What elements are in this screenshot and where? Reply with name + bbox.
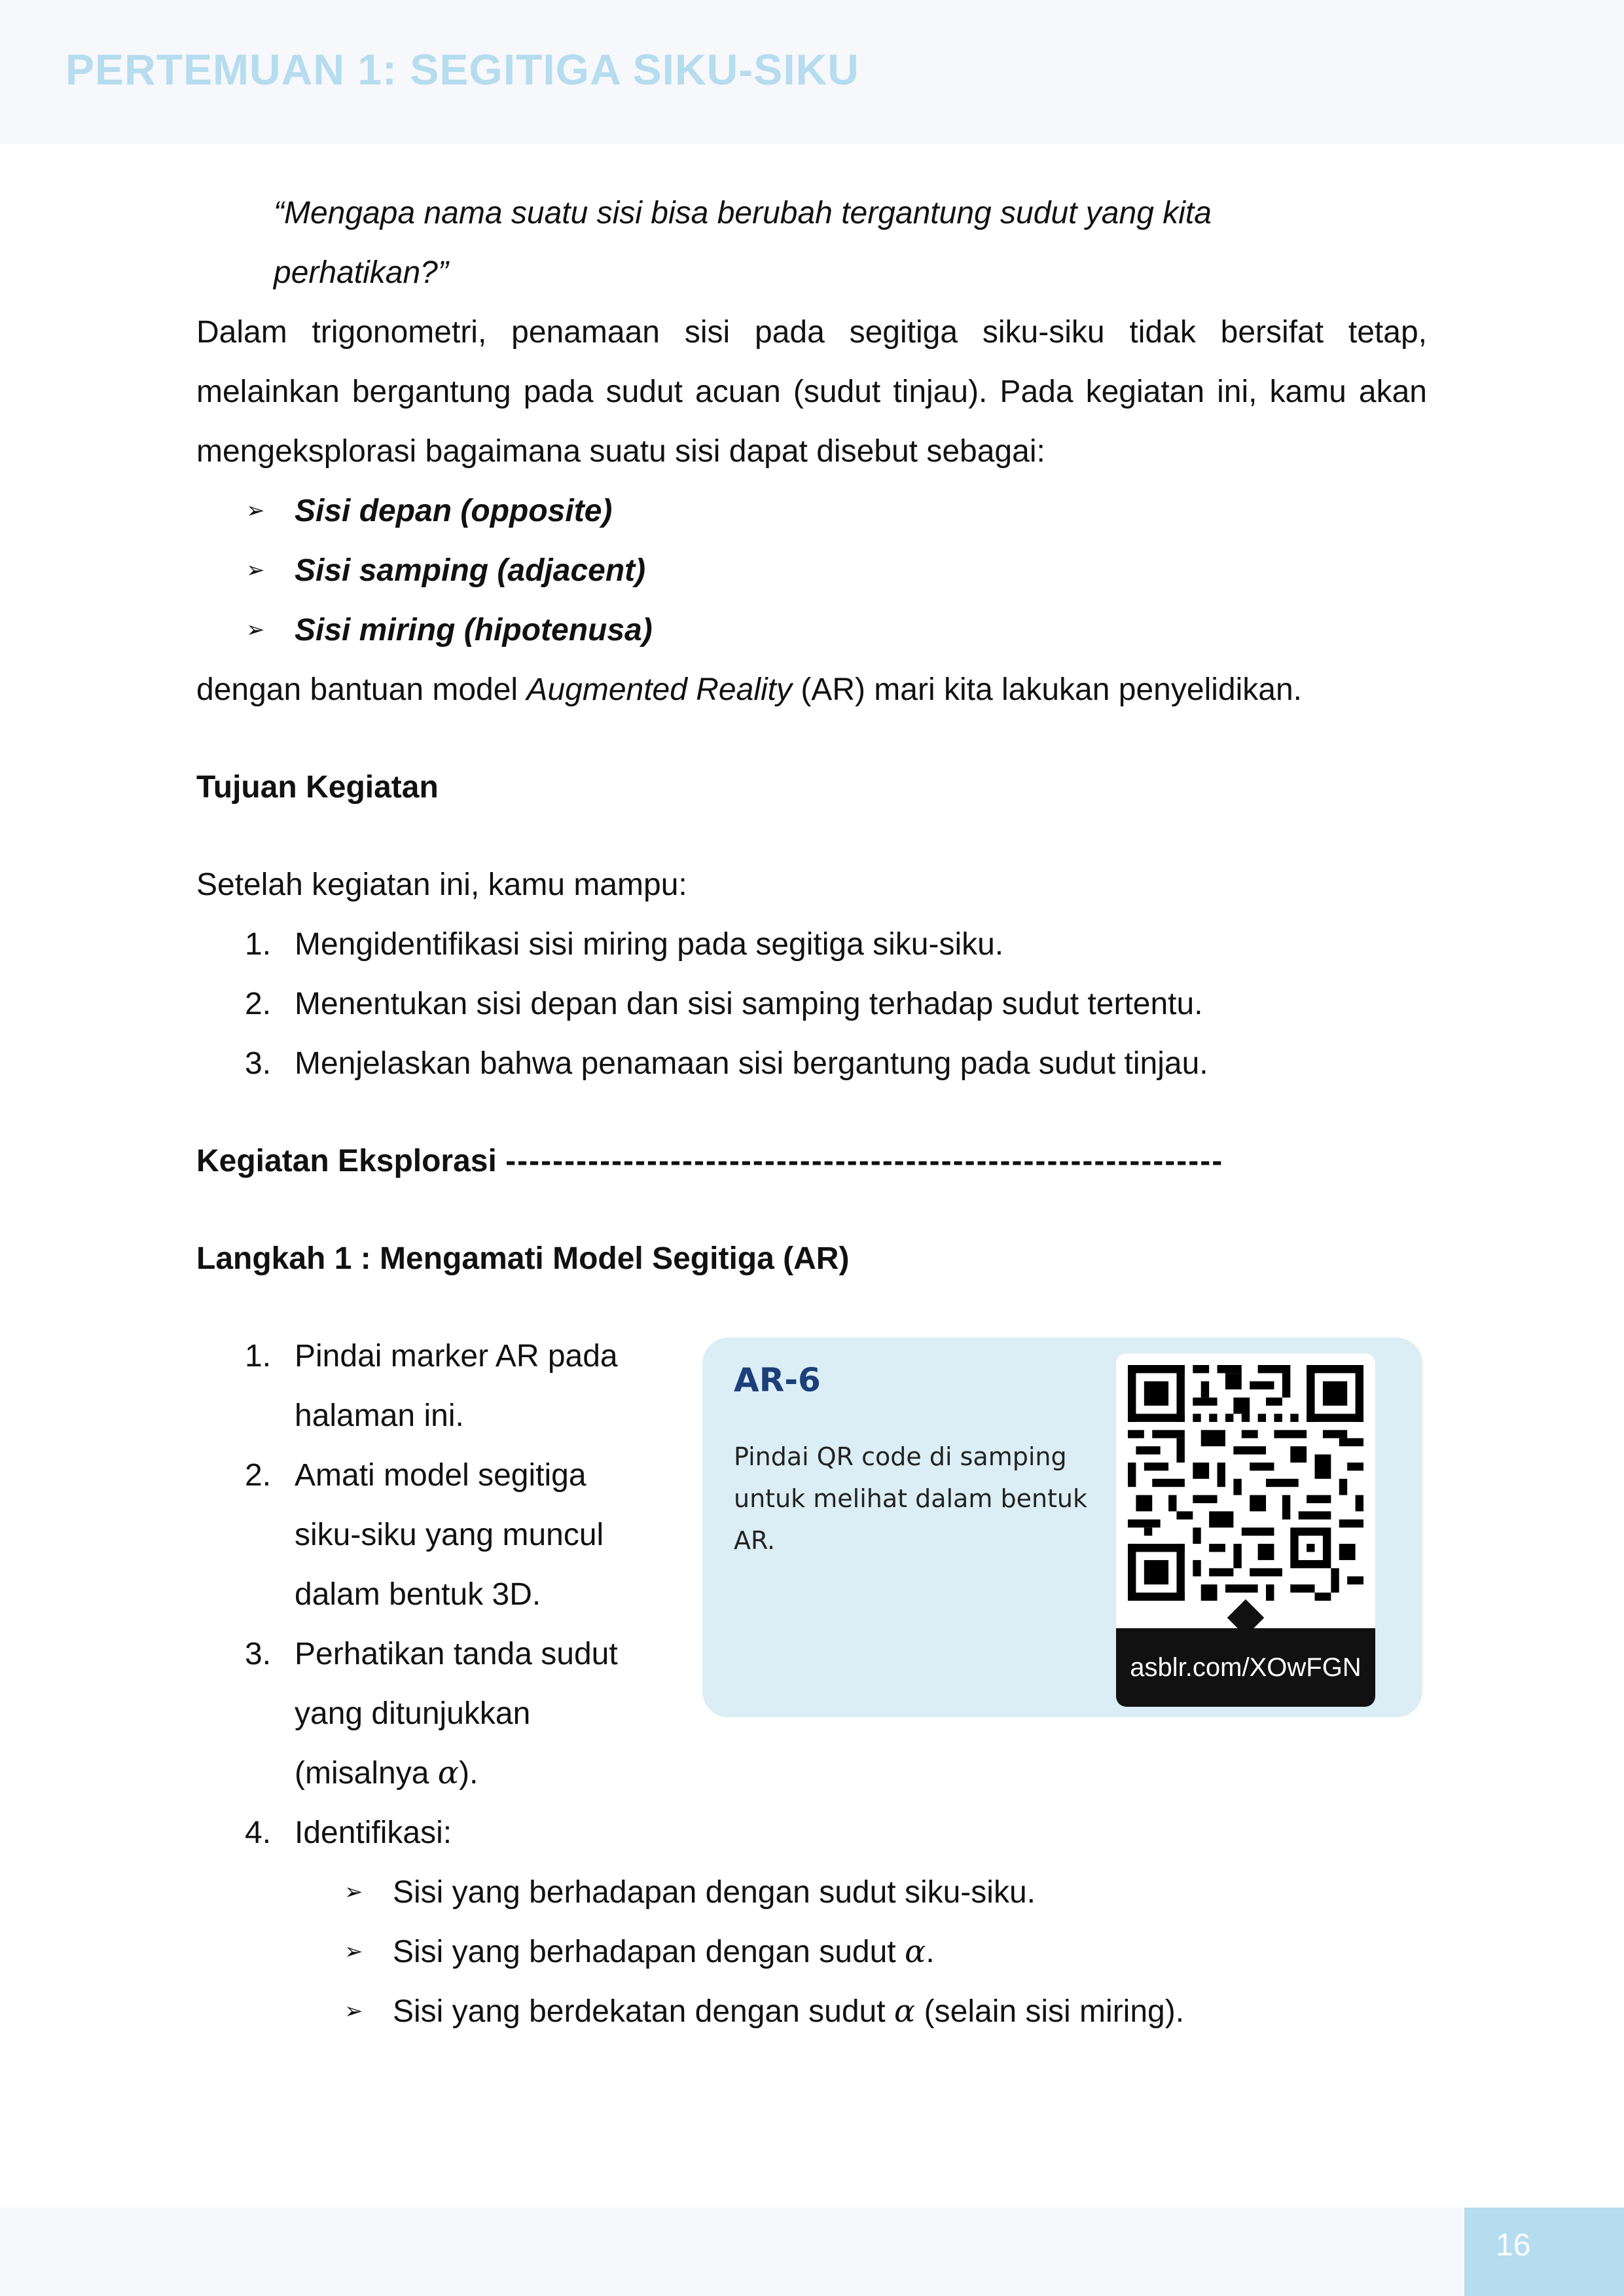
qr-url-label[interactable]: asblr.com/XOwFGN bbox=[1116, 1628, 1375, 1707]
qr-code-icon bbox=[1128, 1365, 1363, 1601]
arrow-bullet-icon: ➢ bbox=[344, 1999, 363, 2024]
list-item: 1. Mengidentifikasi sisi miring pada segitiga siku-siku. bbox=[245, 927, 1004, 962]
goals-lead: Setelah kegiatan ini, kamu mampu: bbox=[196, 867, 687, 902]
ar-card-title: AR-6 bbox=[734, 1361, 821, 1399]
alpha-symbol: α bbox=[893, 1993, 916, 2030]
intro-paragraph: Dalam trigonometri, penamaan sisi pada segitiga siku-siku tidak bersifat tetap, melainkan bergantung pada sudut acuan (sudut tinjau). Pada kegiatan ini, kamu akan mengeksplorasi bagaimana suatu sisi dapat disebut sebagai: bbox=[196, 315, 1427, 469]
arrow-bullet-icon: ➢ bbox=[344, 1939, 363, 1964]
list-item: ➢ Sisi miring (hipotenusa) bbox=[196, 600, 1427, 660]
alpha-symbol: α bbox=[437, 1755, 460, 1791]
intro-closing: dengan bantuan model Augmented Reality (AR) mari kita lakukan penyelidikan. bbox=[196, 672, 1302, 707]
step1-heading: Langkah 1 : Mengamati Model Segitiga (AR) bbox=[196, 1241, 850, 1276]
list-item: ➢ Sisi yang berdekatan dengan sudut α (selain sisi miring). bbox=[196, 1982, 1427, 2041]
page-number-box bbox=[1464, 2208, 1624, 2296]
list-item: ➢ Sisi yang berhadapan dengan sudut siku-siku. bbox=[196, 1863, 1427, 1922]
arrow-bullet-icon: ➢ bbox=[246, 617, 265, 642]
ar-card-description: Pindai QR code di samping untuk melihat dalam bentuk AR. bbox=[734, 1442, 1088, 1555]
intro-quote-line-1: “Mengapa nama suatu sisi bisa berubah tergantung sudut yang kita bbox=[274, 196, 1212, 230]
side-names-list bbox=[196, 481, 1427, 660]
footer-band bbox=[0, 2208, 1624, 2296]
ar-marker-card bbox=[702, 1338, 1422, 1717]
list-item: 3. Perhatikan tanda sudut yang ditunjukkan (misalnya α). bbox=[245, 1637, 618, 1791]
intro-quote-line-2: perhatikan?” bbox=[274, 255, 448, 290]
arrow-bullet-icon: ➢ bbox=[246, 558, 265, 583]
qr-code[interactable] bbox=[1116, 1353, 1375, 1707]
list-item: 3. Menjelaskan bahwa penamaan sisi bergantung pada sudut tinjau. bbox=[245, 1046, 1208, 1081]
list-item: 2. Amati model segitiga siku-siku yang muncul dalam bentuk 3D. bbox=[245, 1458, 604, 1612]
page-number: 16 bbox=[1496, 2228, 1531, 2263]
dash-rule: ------------------------------------------------------------- bbox=[505, 1144, 1224, 1178]
chapter-title: PERTEMUAN 1: SEGITIGA SIKU-SIKU bbox=[65, 45, 859, 94]
exploration-heading-line: Kegiatan Eksplorasi ------------------------------------------------------------- bbox=[196, 1144, 1224, 1178]
arrow-bullet-icon: ➢ bbox=[246, 498, 265, 523]
goals-list bbox=[196, 915, 1427, 1093]
list-item: ➢ Sisi samping (adjacent) bbox=[196, 541, 1427, 600]
alpha-symbol: α bbox=[904, 1933, 926, 1970]
identification-list bbox=[196, 1863, 1427, 2041]
arrow-bullet-icon: ➢ bbox=[344, 1880, 363, 1904]
list-item: 2. Menentukan sisi depan dan sisi samping terhadap sudut tertentu. bbox=[245, 987, 1203, 1021]
header-band bbox=[0, 0, 1624, 144]
list-item: 1. Pindai marker AR pada halaman ini. bbox=[245, 1339, 618, 1433]
goals-heading: Tujuan Kegiatan bbox=[196, 770, 439, 805]
page-content bbox=[196, 183, 1427, 2041]
list-item: 4. Identifikasi: bbox=[245, 1815, 452, 1850]
list-item: ➢ Sisi yang berhadapan dengan sudut α. bbox=[196, 1922, 1427, 1982]
list-item: ➢ Sisi depan (opposite) bbox=[196, 481, 1427, 541]
